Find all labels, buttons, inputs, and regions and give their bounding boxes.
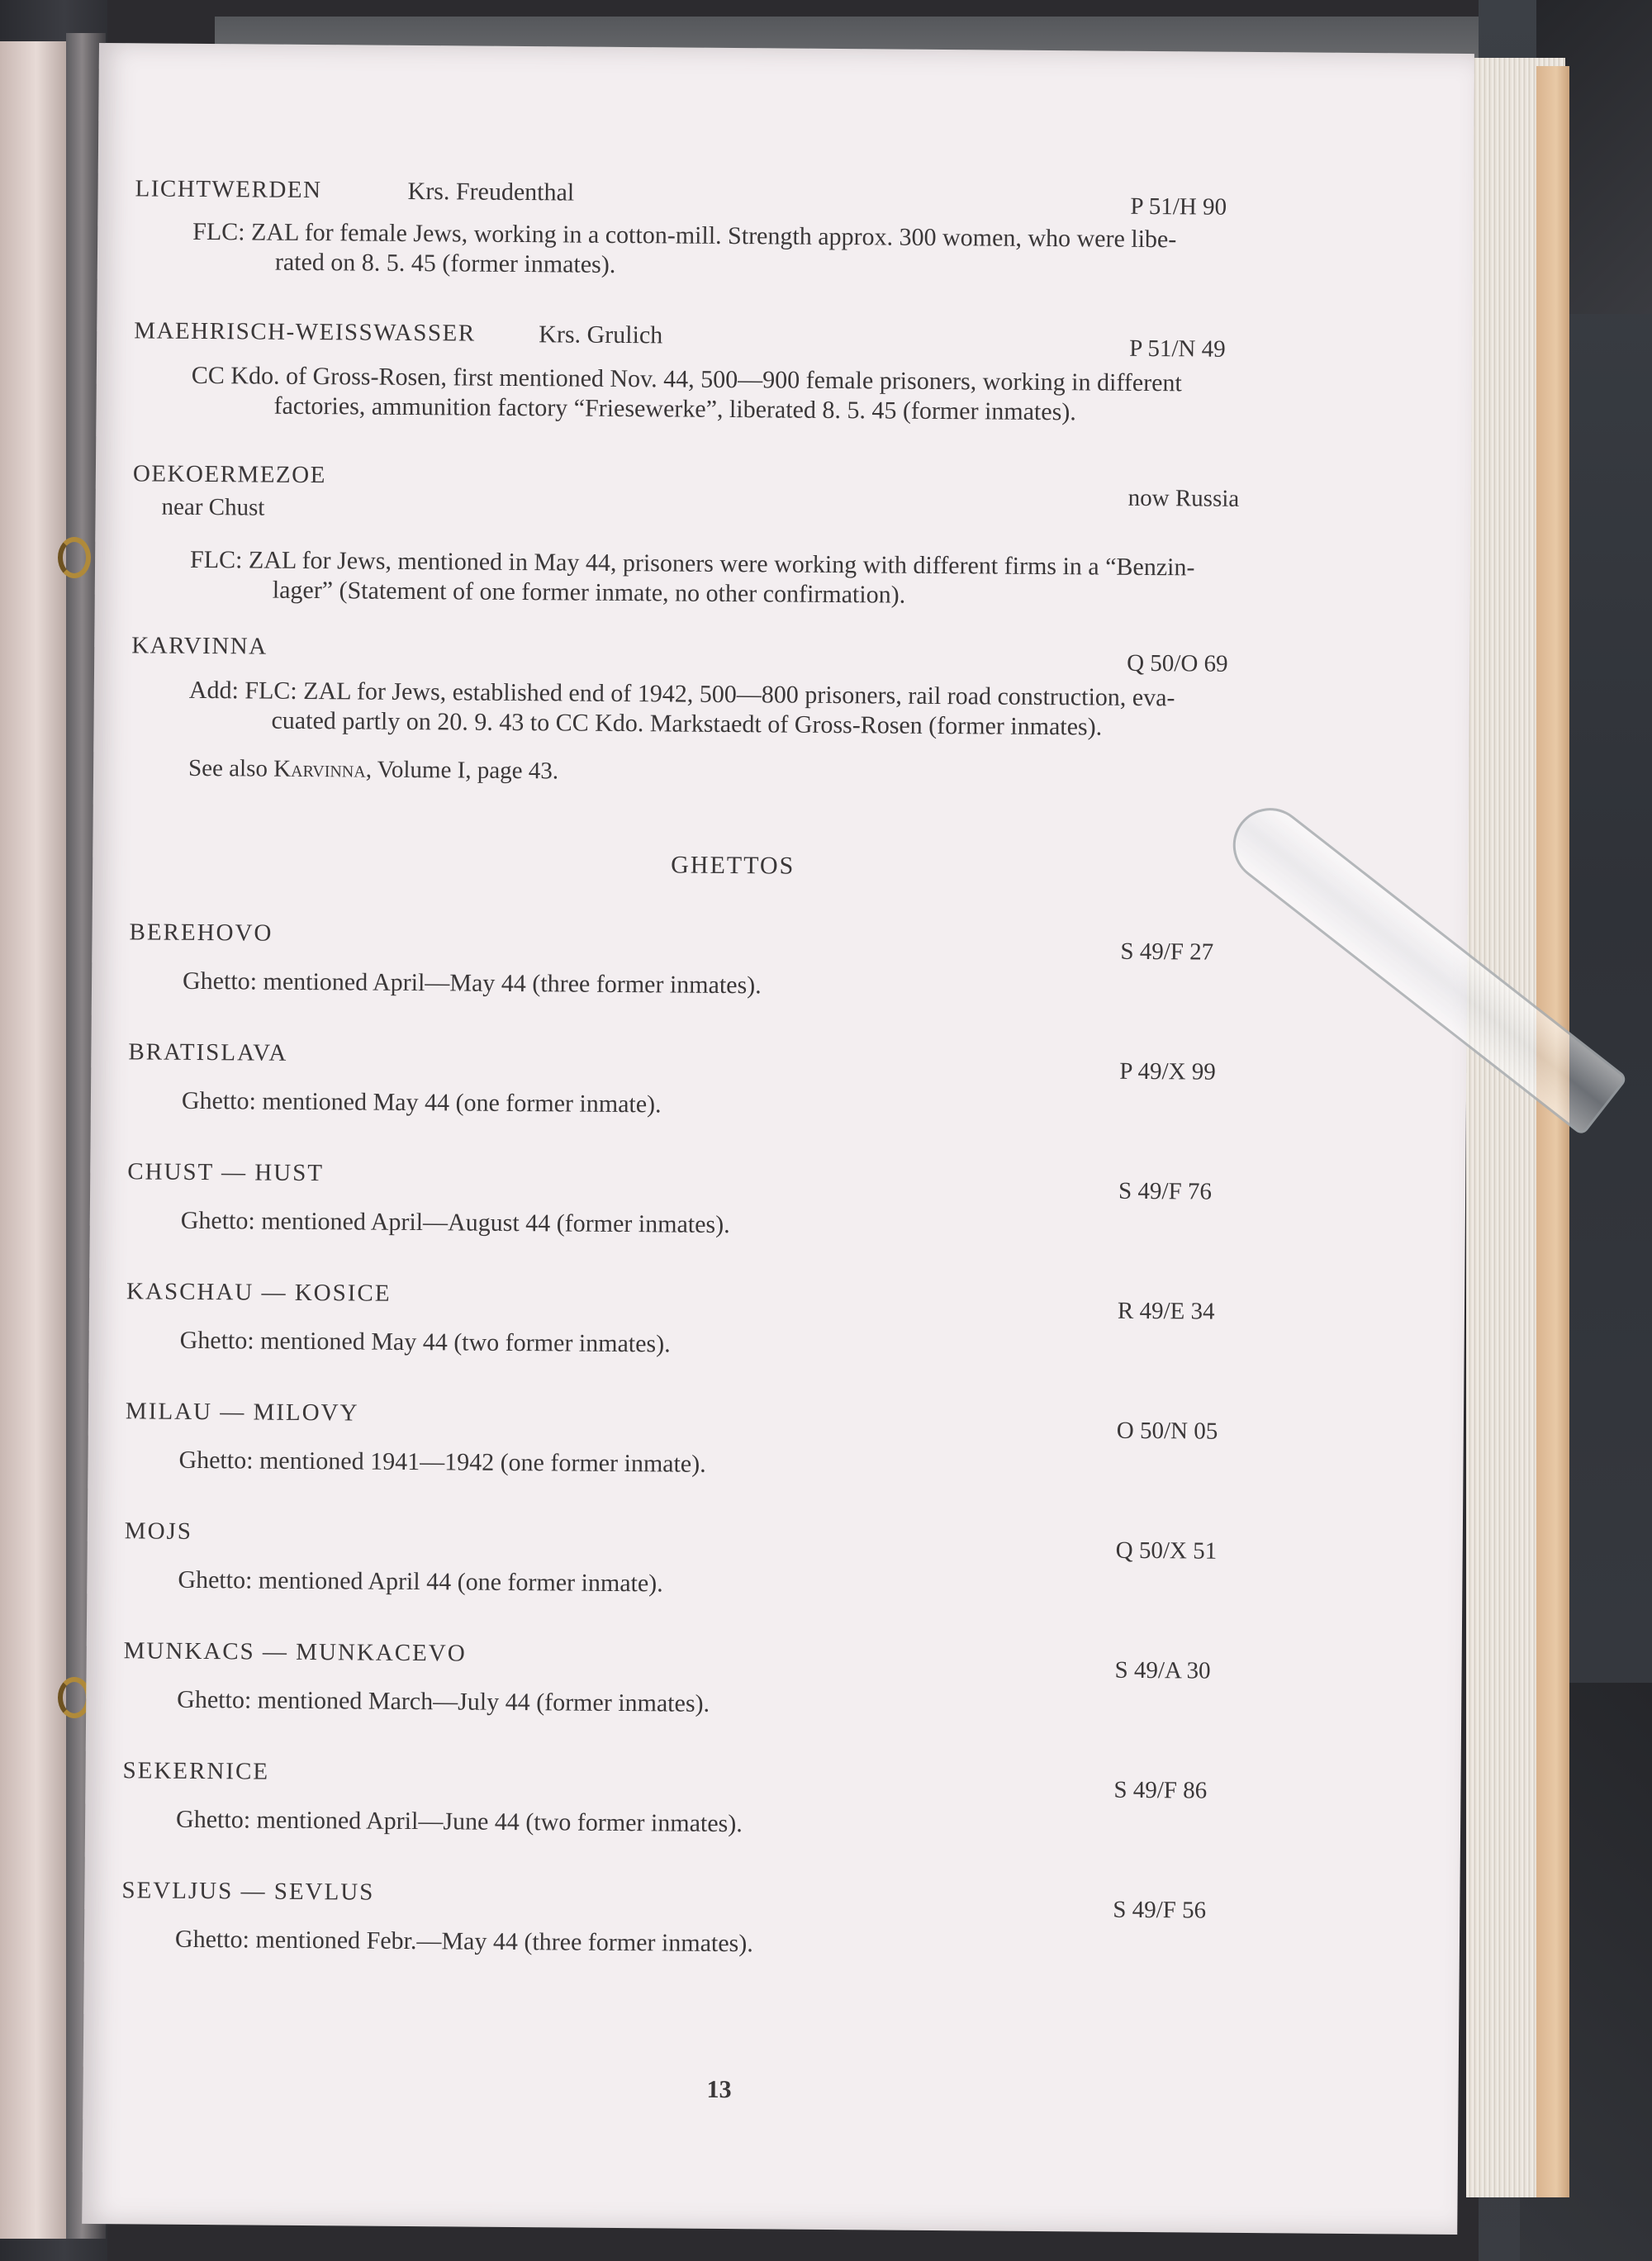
- ghetto-coordinates: S 49/A 30: [1114, 1656, 1211, 1684]
- document-page: [82, 43, 1474, 2235]
- entry-description: [191, 361, 1398, 430]
- ghetto-entry: [129, 919, 1369, 1000]
- entry-description: [192, 217, 1399, 286]
- ghetto-description: Ghetto: mentioned April—June 44 (two former inmates).: [175, 1805, 743, 1838]
- see-also-note: [188, 755, 558, 786]
- ghetto-coordinates: P 49/X 99: [1119, 1057, 1216, 1085]
- ghetto-place: MILAU — MILOVY: [125, 1398, 359, 1427]
- ghetto-description: Ghetto: mentioned Febr.—May 44 (three former inmates).: [174, 1925, 753, 1958]
- ghetto-entry: [121, 1877, 1361, 1958]
- entry-description-line: CC Kdo. of Gross-Rosen, first mentioned Nov. 44, 500—900 female prisoners, working in different: [191, 361, 1182, 397]
- entry-karvinna: [131, 632, 1370, 785]
- ghetto-coordinates: Q 50/X 51: [1115, 1537, 1218, 1565]
- ghetto-place: MOJS: [124, 1518, 193, 1545]
- ghetto-coordinates: S 49/F 86: [1113, 1776, 1208, 1804]
- entry-place: OEKOERMEZOE: [132, 460, 327, 489]
- entry-district: Krs. Freudenthal: [407, 177, 575, 207]
- ghetto-place: BEREHOVO: [129, 919, 273, 947]
- ghetto-entry: [125, 1398, 1365, 1478]
- ghetto-description: Ghetto: mentioned May 44 (one former inmate).: [181, 1086, 662, 1119]
- ghetto-entry: [122, 1757, 1362, 1838]
- ghetto-entry: [128, 1038, 1368, 1119]
- entry-coordinates: P 51/N 49: [1129, 335, 1226, 363]
- ghetto-description: Ghetto: mentioned March—July 44 (former inmates).: [177, 1685, 710, 1717]
- entry-description-line: cuated partly on 20. 9. 43 to CC Kdo. Markstaedt of Gross-Rosen (former inmates).: [271, 706, 1103, 741]
- entry-place: LICHTWERDEN: [135, 175, 322, 204]
- ghetto-place: CHUST — HUST: [127, 1158, 325, 1187]
- entry-description-line: factories, ammunition factory “Friesewerke”, liberated 8. 5. 45 (former inmates).: [273, 392, 1076, 426]
- entry-lichtwerden: [135, 175, 1374, 278]
- entry-coordinates: Q 50/O 69: [1127, 649, 1228, 677]
- ghetto-description: Ghetto: mentioned May 44 (two former inmates).: [179, 1326, 671, 1358]
- entry-place: KARVINNA: [131, 632, 268, 660]
- ghetto-coordinates: R 49/E 34: [1117, 1297, 1215, 1325]
- ghetto-entry: [123, 1637, 1363, 1717]
- ghetto-description: Ghetto: mentioned April—August 44 (former inmates).: [180, 1206, 730, 1239]
- section-heading-ghettos: GHETTOS: [671, 851, 795, 880]
- binder-ring-icon: [58, 537, 91, 578]
- ghetto-description: Ghetto: mentioned 1941—1942 (one former inmate).: [178, 1446, 706, 1478]
- see-also-prefix: See also: [188, 754, 274, 782]
- ghetto-entry: [126, 1278, 1365, 1358]
- ghetto-description: Ghetto: mentioned April—May 44 (three former inmates).: [182, 967, 762, 1000]
- ghetto-place: SEKERNICE: [122, 1757, 270, 1785]
- ghetto-place: SEVLJUS — SEVLUS: [121, 1877, 375, 1906]
- entry-coordinates: P 51/H 90: [1130, 192, 1227, 221]
- page-number: 13: [706, 2075, 732, 2104]
- see-also-reference: Karvinna: [273, 755, 366, 783]
- ghetto-entry: [127, 1158, 1366, 1239]
- entry-description-line: FLC: ZAL for female Jews, working in a cotton-mill. Strength approx. 300 women, who were libe-: [192, 217, 1177, 254]
- ghetto-place: BRATISLAVA: [128, 1038, 288, 1066]
- see-also-suffix: , Volume I, page 43.: [365, 756, 559, 785]
- ghetto-entry: [124, 1518, 1364, 1598]
- ghetto-place: KASCHAU — KOSICE: [126, 1278, 392, 1307]
- entry-maehrisch-weisswasser: [134, 317, 1373, 426]
- entry-description-line: FLC: ZAL for Jews, mentioned in May 44, prisoners were working with different firms in a “Benzin-: [189, 545, 1195, 582]
- page-stack-edges-tan: [1536, 66, 1569, 2197]
- entry-description-line: Add: FLC: ZAL for Jews, established end of 1942, 500—800 prisoners, rail road construction, eva-: [188, 676, 1175, 712]
- entry-description-line: rated on 8. 5. 45 (former inmates).: [274, 248, 616, 278]
- entry-oekoermezoe: [132, 460, 1372, 609]
- entry-description: [188, 676, 1395, 744]
- ghetto-description: Ghetto: mentioned April 44 (one former inmate).: [178, 1565, 663, 1598]
- entry-district: Krs. Grulich: [539, 321, 663, 349]
- entry-subplace: near Chust: [161, 493, 265, 521]
- facing-page-edge: [0, 41, 66, 2239]
- ghetto-coordinates: O 50/N 05: [1116, 1417, 1218, 1445]
- entry-description: [190, 545, 1397, 614]
- ghetto-place: MUNKACS — MUNKACEVO: [123, 1637, 467, 1667]
- entry-coordinates: now Russia: [1127, 484, 1240, 512]
- ghetto-coordinates: S 49/F 56: [1113, 1896, 1207, 1924]
- entry-description-line: lager” (Statement of one former inmate, no other confirmation).: [272, 576, 906, 609]
- ghetto-coordinates: S 49/F 76: [1118, 1177, 1213, 1205]
- entry-place: MAEHRISCH-WEISSWASSER: [134, 317, 476, 347]
- ghetto-coordinates: S 49/F 27: [1120, 938, 1214, 966]
